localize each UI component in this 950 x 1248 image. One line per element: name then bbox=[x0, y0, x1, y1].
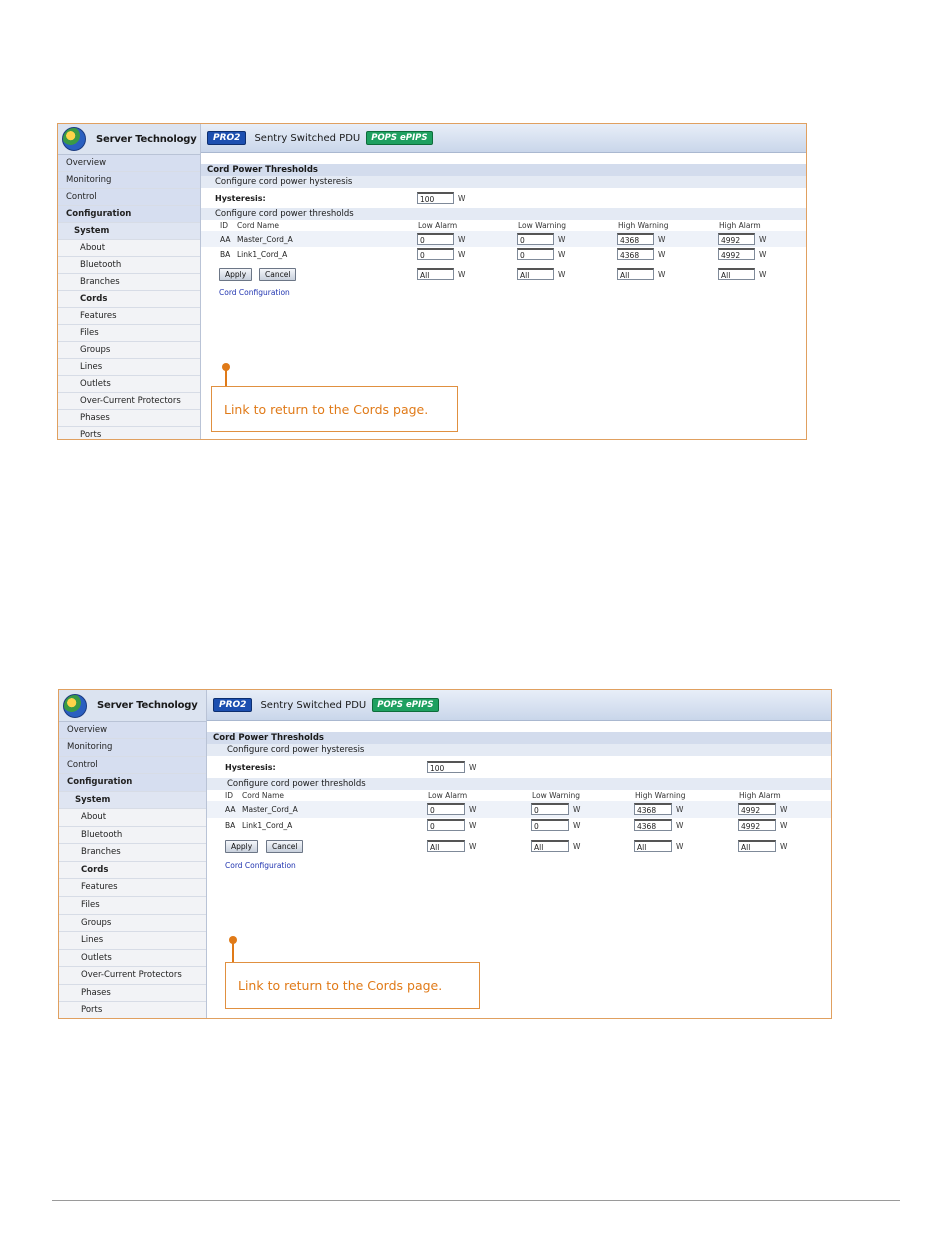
nav-ports[interactable]: Ports bbox=[59, 1002, 206, 1019]
high-warning-input[interactable]: 4368 bbox=[617, 248, 654, 260]
high-alarm-input[interactable]: 4992 bbox=[738, 819, 776, 831]
hysteresis-header: Configure cord power hysteresis bbox=[207, 744, 831, 756]
nav-configuration[interactable]: Configuration bbox=[58, 206, 200, 223]
apply-button[interactable]: Apply bbox=[219, 268, 252, 281]
unit: W bbox=[780, 842, 788, 851]
hysteresis-header: Configure cord power hysteresis bbox=[201, 176, 806, 188]
nav-phases[interactable]: Phases bbox=[58, 410, 200, 427]
low-alarm-input[interactable]: 0 bbox=[417, 233, 454, 245]
pops-badge: POPS ePIPS bbox=[372, 698, 438, 712]
content bbox=[201, 164, 806, 417]
unit: W bbox=[458, 250, 466, 259]
nav-over-current-protectors[interactable]: Over-Current Protectors bbox=[59, 967, 206, 985]
col-high-warning: High Warning bbox=[618, 221, 669, 230]
nav-branches[interactable]: Branches bbox=[59, 844, 206, 862]
nav-cords[interactable]: Cords bbox=[59, 862, 206, 880]
nav-overview[interactable]: Overview bbox=[59, 722, 206, 739]
high-warning-input[interactable]: 4368 bbox=[617, 233, 654, 245]
all-low-warning-input[interactable]: All bbox=[531, 840, 569, 852]
col-high-warning: High Warning bbox=[635, 791, 686, 800]
unit: W bbox=[780, 821, 788, 830]
unit: W bbox=[558, 235, 566, 244]
all-high-warning-input[interactable]: All bbox=[634, 840, 672, 852]
unit: W bbox=[469, 842, 477, 851]
nav-system[interactable]: System bbox=[58, 223, 200, 240]
hysteresis-input[interactable]: 100 bbox=[427, 761, 465, 773]
unit: W bbox=[458, 270, 466, 279]
col-low-alarm: Low Alarm bbox=[418, 221, 458, 230]
col-id: ID bbox=[220, 221, 228, 230]
low-warning-input[interactable]: 0 bbox=[517, 233, 554, 245]
unit: W bbox=[558, 270, 566, 279]
row-id: BA bbox=[220, 250, 231, 259]
nav-about[interactable]: About bbox=[58, 240, 200, 257]
unit: W bbox=[658, 235, 666, 244]
row-cord-name: Master_Cord_A bbox=[237, 235, 293, 244]
nav-phases[interactable]: Phases bbox=[59, 985, 206, 1003]
product-name: Sentry Switched PDU bbox=[254, 132, 361, 144]
nav-outlets[interactable]: Outlets bbox=[58, 376, 200, 393]
unit: W bbox=[759, 270, 767, 279]
content bbox=[207, 732, 831, 993]
unit: W bbox=[658, 270, 666, 279]
cord-configuration-link[interactable]: Cord Configuration bbox=[225, 861, 296, 870]
nav-branches[interactable]: Branches bbox=[58, 274, 200, 291]
col-cord-name: Cord Name bbox=[242, 791, 285, 800]
all-high-alarm-input[interactable]: All bbox=[738, 840, 776, 852]
header-bar bbox=[207, 690, 831, 721]
nav-control[interactable]: Control bbox=[58, 189, 200, 206]
row-cord-name: Link1_Cord_A bbox=[237, 250, 288, 259]
hysteresis-unit: W bbox=[469, 763, 477, 772]
unit: W bbox=[469, 805, 477, 814]
header-bar bbox=[201, 124, 806, 153]
link-row bbox=[207, 858, 831, 872]
unit: W bbox=[676, 821, 684, 830]
brand-name: Server Technology bbox=[97, 700, 198, 711]
nav-about[interactable]: About bbox=[59, 809, 206, 827]
callout-box: Link to return to the Cords page. bbox=[211, 386, 458, 432]
brand bbox=[58, 124, 200, 155]
col-low-warning: Low Warning bbox=[518, 221, 566, 230]
callout-line bbox=[225, 369, 227, 386]
nav-monitoring[interactable]: Monitoring bbox=[59, 739, 206, 756]
low-alarm-input[interactable]: 0 bbox=[417, 248, 454, 260]
pro2-badge: PRO2 bbox=[207, 131, 246, 145]
hysteresis-row bbox=[201, 188, 806, 208]
nav-groups[interactable]: Groups bbox=[59, 915, 206, 933]
all-high-warning-input[interactable]: All bbox=[617, 268, 654, 280]
nav-system[interactable]: System bbox=[59, 792, 206, 809]
nav-ports[interactable]: Ports bbox=[58, 427, 200, 440]
cancel-button[interactable]: Cancel bbox=[266, 840, 303, 853]
sidebar bbox=[58, 124, 201, 439]
low-warning-input[interactable]: 0 bbox=[531, 803, 569, 815]
screenshot-2 bbox=[58, 689, 832, 1019]
hysteresis-row bbox=[207, 756, 831, 778]
nav-overview[interactable]: Overview bbox=[58, 155, 200, 172]
unit: W bbox=[458, 235, 466, 244]
low-warning-input[interactable]: 0 bbox=[531, 819, 569, 831]
table-header-row bbox=[207, 790, 831, 801]
low-alarm-input[interactable]: 0 bbox=[427, 803, 465, 815]
thresholds-header: Configure cord power thresholds bbox=[207, 778, 831, 790]
thresholds-header: Configure cord power thresholds bbox=[201, 208, 806, 220]
nav-files[interactable]: Files bbox=[59, 897, 206, 915]
main-panel bbox=[207, 690, 831, 1018]
high-alarm-input[interactable]: 4992 bbox=[718, 233, 755, 245]
screenshot-1 bbox=[57, 123, 807, 440]
unit: W bbox=[780, 805, 788, 814]
nav-configuration[interactable]: Configuration bbox=[59, 774, 206, 791]
apply-button[interactable]: Apply bbox=[225, 840, 258, 853]
pro2-badge: PRO2 bbox=[213, 698, 252, 712]
hysteresis-label: Hysteresis: bbox=[215, 194, 266, 203]
row-id: AA bbox=[220, 235, 231, 244]
row-cord-name: Link1_Cord_A bbox=[242, 821, 293, 830]
table-row bbox=[207, 818, 831, 835]
col-high-alarm: High Alarm bbox=[739, 791, 781, 800]
nav-groups[interactable]: Groups bbox=[58, 342, 200, 359]
col-id: ID bbox=[225, 791, 233, 800]
product-name: Sentry Switched PDU bbox=[260, 699, 367, 711]
high-alarm-input[interactable]: 4992 bbox=[738, 803, 776, 815]
all-low-alarm-input[interactable]: All bbox=[417, 268, 454, 280]
pops-badge: POPS ePIPS bbox=[366, 131, 432, 145]
col-high-alarm: High Alarm bbox=[719, 221, 761, 230]
unit: W bbox=[759, 250, 767, 259]
unit: W bbox=[469, 821, 477, 830]
high-warning-input[interactable]: 4368 bbox=[634, 803, 672, 815]
hysteresis-unit: W bbox=[458, 194, 466, 203]
nav-over-current-protectors[interactable]: Over-Current Protectors bbox=[58, 393, 200, 410]
col-cord-name: Cord Name bbox=[237, 221, 280, 230]
nav-lines[interactable]: Lines bbox=[59, 932, 206, 950]
callout-line bbox=[232, 942, 234, 962]
sidebar bbox=[59, 690, 207, 1018]
nav-outlets[interactable]: Outlets bbox=[59, 950, 206, 968]
table-row bbox=[201, 231, 806, 247]
unit: W bbox=[573, 805, 581, 814]
unit: W bbox=[676, 842, 684, 851]
unit: W bbox=[573, 842, 581, 851]
cancel-button[interactable]: Cancel bbox=[259, 268, 296, 281]
col-low-warning: Low Warning bbox=[532, 791, 580, 800]
all-low-alarm-input[interactable]: All bbox=[427, 840, 465, 852]
footer-divider bbox=[52, 1200, 900, 1201]
nav-features[interactable]: Features bbox=[58, 308, 200, 325]
nav-bluetooth[interactable]: Bluetooth bbox=[58, 257, 200, 274]
unit: W bbox=[573, 821, 581, 830]
nav-cords[interactable]: Cords bbox=[58, 291, 200, 308]
hysteresis-label: Hysteresis: bbox=[225, 763, 276, 772]
row-id: AA bbox=[225, 805, 236, 814]
action-row bbox=[201, 263, 806, 285]
low-alarm-input[interactable]: 0 bbox=[427, 819, 465, 831]
unit: W bbox=[558, 250, 566, 259]
table-row bbox=[201, 247, 806, 263]
table-header-row bbox=[201, 220, 806, 231]
nav-lines[interactable]: Lines bbox=[58, 359, 200, 376]
table-row bbox=[207, 801, 831, 818]
link-row bbox=[201, 285, 806, 299]
row-cord-name: Master_Cord_A bbox=[242, 805, 298, 814]
all-low-warning-input[interactable]: All bbox=[517, 268, 554, 280]
nav-control[interactable]: Control bbox=[59, 757, 206, 774]
globe-logo-icon bbox=[62, 127, 86, 151]
page-title: Cord Power Thresholds bbox=[207, 732, 831, 744]
callout-box: Link to return to the Cords page. bbox=[225, 962, 480, 1009]
high-warning-input[interactable]: 4368 bbox=[634, 819, 672, 831]
unit: W bbox=[759, 235, 767, 244]
cord-configuration-link[interactable]: Cord Configuration bbox=[219, 288, 290, 297]
all-high-alarm-input[interactable]: All bbox=[718, 268, 755, 280]
row-id: BA bbox=[225, 821, 236, 830]
action-row bbox=[207, 835, 831, 858]
unit: W bbox=[658, 250, 666, 259]
main-panel bbox=[201, 124, 806, 439]
nav-files[interactable]: Files bbox=[58, 325, 200, 342]
globe-logo-icon bbox=[63, 694, 87, 718]
brand-name: Server Technology bbox=[96, 133, 197, 145]
page-title: Cord Power Thresholds bbox=[201, 164, 806, 176]
high-alarm-input[interactable]: 4992 bbox=[718, 248, 755, 260]
nav-monitoring[interactable]: Monitoring bbox=[58, 172, 200, 189]
brand bbox=[59, 690, 206, 722]
unit: W bbox=[676, 805, 684, 814]
col-low-alarm: Low Alarm bbox=[428, 791, 468, 800]
low-warning-input[interactable]: 0 bbox=[517, 248, 554, 260]
nav-features[interactable]: Features bbox=[59, 879, 206, 897]
nav-bluetooth[interactable]: Bluetooth bbox=[59, 827, 206, 845]
hysteresis-input[interactable]: 100 bbox=[417, 192, 454, 204]
